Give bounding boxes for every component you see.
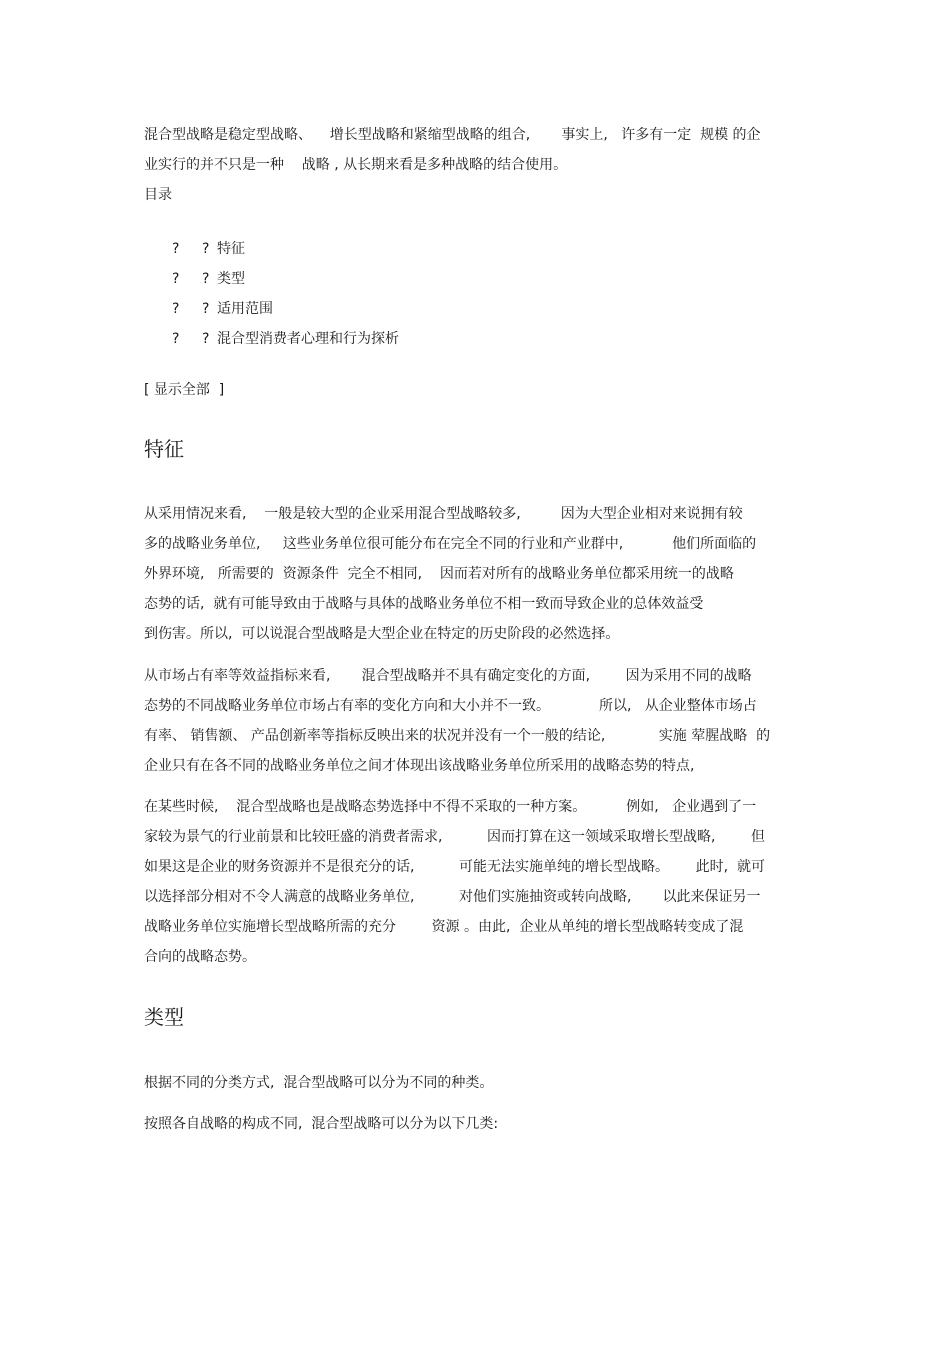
paragraph-line: 到伤害。所以, 可以说混合型战略是大型企业在特定的历史阶段的必然选择。 — [144, 626, 620, 642]
intro-line-1: 混合型战略是稳定型战略、 增长型战略和紧缩型战略的组合, 事实上, 许多有一定 规模 的企 — [144, 127, 761, 143]
toc-item-label: 混合型消费者心理和行为探析 — [217, 331, 399, 347]
intro-line-2: 业实行的并不只是一种 战略 , 从长期来看是多种战略的结合使用。 — [144, 157, 568, 173]
toc-item-label: 特征 — [217, 241, 245, 257]
toc-marker: ? — [202, 331, 210, 347]
section-heading-features: 特征 — [144, 437, 184, 461]
paragraph-line: 从市场占有率等效益指标来看, 混合型战略并不具有确定变化的方面, 因为采用不同的战略 — [144, 668, 752, 684]
paragraph-line: 以选择部分相对不令人满意的战略业务单位, 对他们实施抽资或转向战略, 以此来保证另一 — [144, 889, 761, 905]
paragraph-line: 外界环境, 所需要的 资源条件 完全不相同, 因而若对所有的战略业务单位都采用统一的战略 — [144, 566, 734, 582]
paragraph-line: 合向的战略态势。 — [144, 949, 256, 965]
paragraph-line: 家较为景气的行业前景和比较旺盛的消费者需求, 因而打算在这一领域采取增长型战略, 但 — [144, 829, 766, 845]
toc-marker: ? — [172, 301, 180, 317]
toc-marker: ? — [172, 271, 180, 287]
toc-item-features[interactable] — [172, 240, 245, 258]
paragraph-line: 态势的话, 就有可能导致由于战略与具体的战略业务单位不相一致而导致企业的总体效益受 — [144, 596, 704, 612]
section-heading-types: 类型 — [144, 1005, 184, 1029]
toc-marker: ? — [202, 271, 210, 287]
paragraph-line: 态势的不同战略业务单位市场占有率的变化方向和大小并不一致。 所以, 从企业整体市场占 — [144, 698, 757, 714]
show-all-link[interactable]: [ 显示全部 ] — [144, 382, 225, 398]
paragraph-line: 企业只有在各不同的战略业务单位之间才体现出该战略业务单位所采用的战略态势的特点, — [144, 758, 695, 774]
paragraph-line: 从采用情况来看, 一般是较大型的企业采用混合型战略较多, 因为大型企业相对来说拥有较 — [144, 506, 743, 522]
toc-marker: ? — [202, 301, 210, 317]
toc-marker: ? — [172, 241, 180, 257]
toc-marker: ? — [172, 331, 180, 347]
toc-item-label: 类型 — [217, 271, 245, 287]
paragraph-line: 多的战略业务单位, 这些业务单位很可能分布在完全不同的行业和产业群中, 他们所面临的 — [144, 536, 757, 552]
toc-item-scope[interactable] — [172, 300, 273, 318]
paragraph-line: 战略业务单位实施增长型战略所需的充分 资源 。由此, 企业从单纯的增长型战略转变成了混 — [144, 919, 744, 935]
toc-item-consumer-psychology[interactable] — [172, 330, 399, 348]
toc-title: 目录 — [144, 187, 172, 203]
paragraph-line: 根据不同的分类方式, 混合型战略可以分为不同的种类。 — [144, 1075, 494, 1091]
paragraph-line: 按照各自战略的构成不同, 混合型战略可以分为以下几类: — [144, 1116, 499, 1132]
paragraph-line: 如果这是企业的财务资源并不是很充分的话, 可能无法实施单纯的增长型战略。 此时, 就可 — [144, 859, 766, 875]
paragraph-line: 在某些时候, 混合型战略也是战略态势选择中不得不采取的一种方案。 例如, 企业遇到了一 — [144, 799, 757, 815]
toc-item-label: 适用范围 — [217, 301, 273, 317]
toc-marker: ? — [202, 241, 210, 257]
toc-item-types[interactable] — [172, 270, 245, 288]
paragraph-line: 有率、 销售额、 产品创新率等指标反映出来的状况并没有一个一般的结论, 实施 荤腥战略 的 — [144, 728, 771, 744]
